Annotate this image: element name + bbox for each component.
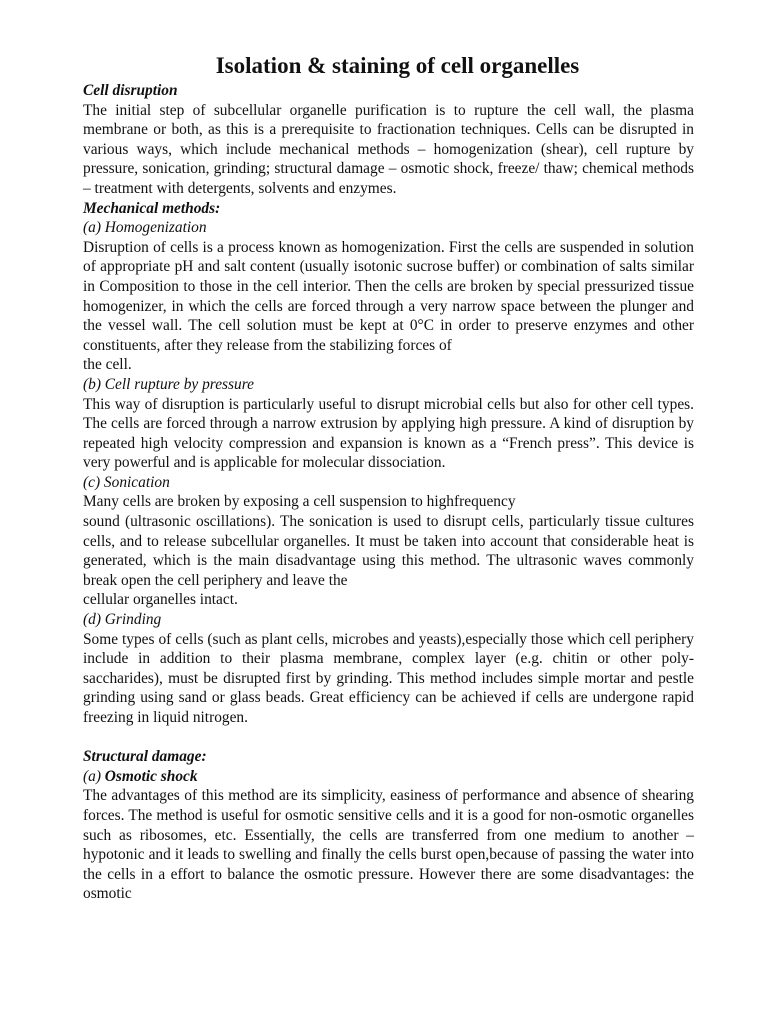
paragraph-grinding: Some types of cells (such as plant cells, microbes and yeasts),especially those which cell periphery include in addition to their plasma membrane, complex layer (e.g. chitin or other poly-saccharides), must be disrupted first by grinding. This method includes simple mortar and pestle grinding using sand or glass beads. Great efficiency can be achieved if cells are undergone rapid freezing in liquid nitrogen. [83, 630, 694, 726]
section-heading-mechanical: Mechanical methods: [83, 199, 221, 217]
document-page [83, 52, 694, 904]
section-heading-cell-disruption: Cell disruption [83, 82, 178, 99]
blank-line [83, 728, 694, 748]
paragraph-cell-disruption: The initial step of subcellular organelle purification is to rupture the cell wall, the plasma membrane or both, as this is a prerequisite to fractionation techniques. Cells can be disrupted in various ways, which include mechanical methods – homogenization (shear), cell rupture by pressure, sonication, grinding; structural damage – osmotic shock, freeze/ thaw; chemical methods – treatment with detergents, solvents and enzymes. [83, 101, 694, 197]
paragraph-homogenization: Disruption of cells is a process known as homogenization. First the cells are suspended in solution of appropriate pH and salt content (usually isotonic sucrose buffer) or combination of salts similar in Composition to those in the cell interior. Then the cells are broken by special pressurized tissue homogenizer, in which the cells are forced through a very narrow space between the plunger and the vessel wall. The cell solution must be kept at 0°C in order to preserve enzymes and other constituents, after they release from the stabilizing forces of [83, 238, 694, 354]
paragraph-sonication: sound (ultrasonic oscillations). The sonication is used to disrupt cells, particularly tissue cultures cells, and to release subcellular organelles. It must be taken into account that considerable heat is generated, which is the main disadvantage using this method. The ultrasonic waves commonly break open the cell periphery and leave the [83, 513, 694, 589]
subheading-grinding: (d) Grinding [83, 611, 162, 629]
paragraph-homogenization-tail: the cell. [83, 356, 132, 374]
paragraph-sonication-first-line: Many cells are broken by exposing a cell suspension to highfrequency [83, 493, 516, 511]
section-heading-structural: Structural damage: [83, 748, 207, 766]
subheading-pressure: (b) Cell rupture by pressure [83, 375, 254, 393]
subheading-sonication: (c) Sonication [83, 473, 170, 491]
paragraph-osmotic-shock: The advantages of this method are its simplicity, easiness of performance and absence of shearing forces. The method is useful for osmotic sensitive cells and it is a good for non-osmotic organelles such as ribosomes, etc. Essentially, the cells are transferred from one medium to another – hypotonic and it leads to swelling and finally the cells burst open,because of passing the water into the cells in a effort to balance the osmotic pressure. However there are some disadvantages: the osmotic [83, 787, 694, 903]
subheading-osmotic-prefix: (a) [83, 767, 105, 785]
paragraph-sonication-tail: cellular organelles intact. [83, 591, 238, 609]
paragraph-pressure: This way of disruption is particularly useful to disrupt microbial cells but also for other cell types. The cells are forced through a narrow extrusion by applying high pressure. A kind of disruption by repeated high velocity compression and expansion is known as a “French press”. This device is very powerful and is applicable for molecular dissociation. [83, 395, 694, 472]
subheading-homogenization: (a) Homogenization [83, 219, 207, 237]
subheading-osmotic-shock [83, 767, 694, 787]
subheading-osmotic-label: Osmotic shock [104, 767, 198, 785]
document-title: Isolation & staining of cell organelles [215, 53, 580, 78]
